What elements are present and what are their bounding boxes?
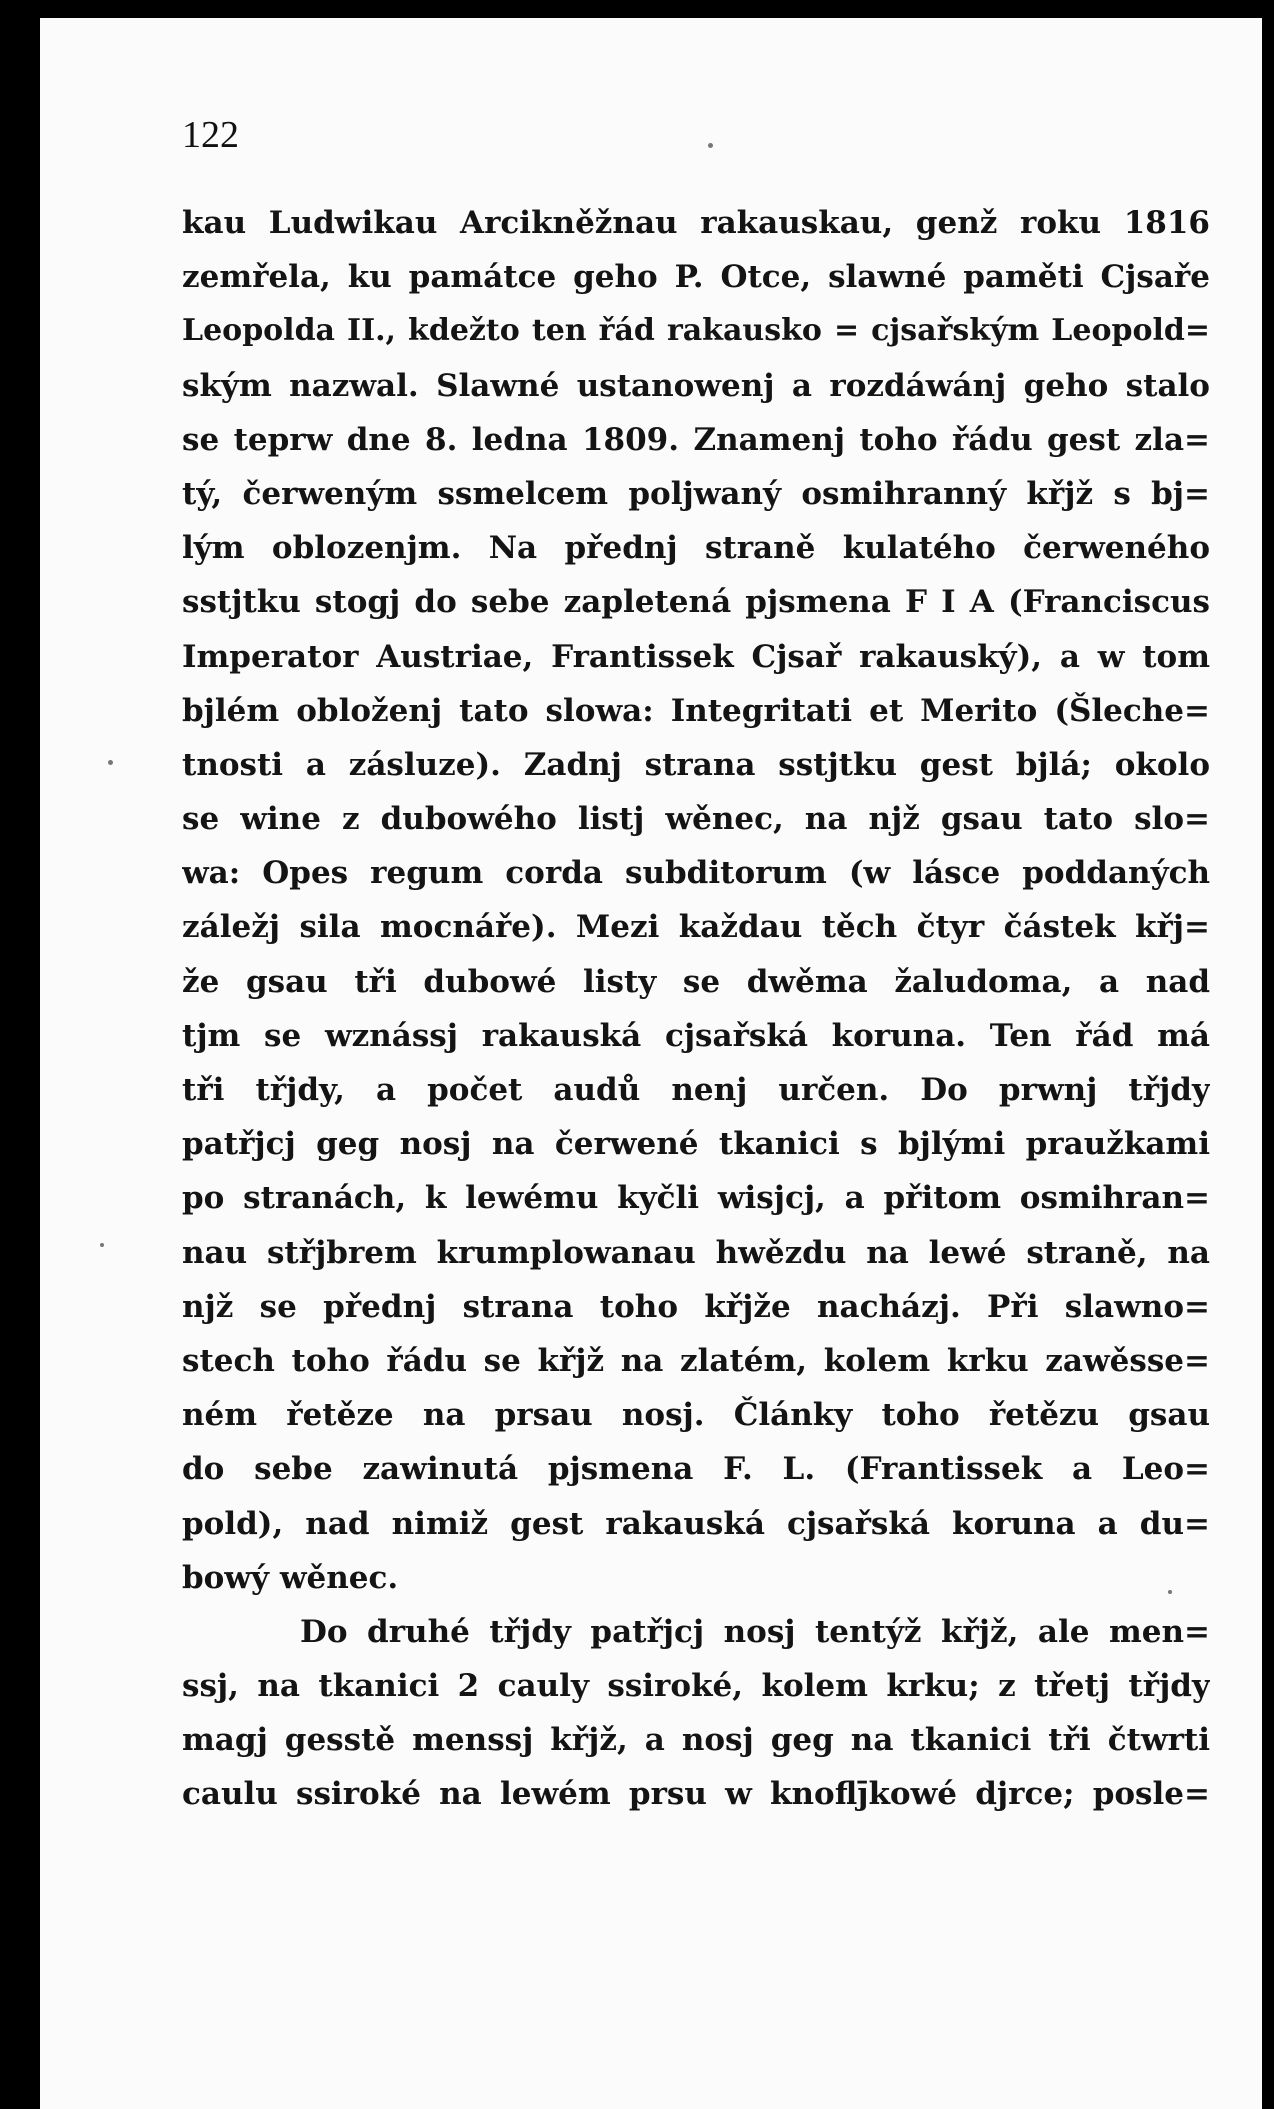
- scan-speck: [100, 1243, 104, 1247]
- page-number: 122: [182, 114, 239, 156]
- text-line: bjlém obloženj tato slowa: Integritati et Merito (Šleche=: [182, 692, 1210, 729]
- text-line: do sebe zawinutá pjsmena F. L. (Frantissek a Leo=: [182, 1451, 1210, 1488]
- book-page: [40, 18, 1262, 2109]
- scan-speck: [1168, 1590, 1172, 1594]
- text-line: lým oblozenjm. Na přednj straně kulatého čerweného: [182, 530, 1210, 567]
- text-line: Do druhé třjdy patřjcj nosj tentýž křjž, ale men=: [300, 1613, 1210, 1650]
- text-line: bowý wěnec.: [182, 1559, 399, 1596]
- text-line: wa: Opes regum corda subditorum (w lásce poddaných: [182, 855, 1210, 892]
- text-line: caulu ssiroké na lewém prsu w knoflj̄kowé djrce; posle=: [182, 1776, 1210, 1813]
- text-line: Leopolda II., kdežto ten řád rakausko = cjsařským Leopold=: [182, 313, 1210, 349]
- text-line: nau střjbrem krumplowanau hwězdu na lewé straně, na: [182, 1234, 1210, 1271]
- text-line: po stranách, k lewému kyčli wisjcj, a přitom osmihran=: [182, 1180, 1210, 1217]
- page-body-text: [182, 196, 1210, 1822]
- text-line: magj gesstě menssj křjž, a nosj geg na tkanici tři čtwrti: [182, 1722, 1210, 1759]
- text-line: tři třjdy, a počet audů nenj určen. Do prwnj třjdy: [182, 1072, 1210, 1108]
- text-line: tjm se wznássj rakauská cjsařská koruna. Ten řád má: [182, 1017, 1210, 1054]
- text-line: záležj sila mocnáře). Mezi každau těch čtyr částek křj=: [182, 909, 1210, 946]
- scan-speck: [708, 143, 713, 148]
- text-line: že gsau tři dubowé listy se dwěma žaludoma, a nad: [182, 963, 1210, 1000]
- text-line: tnosti a zásluze). Zadnj strana sstjtku gest bjlá; okolo: [182, 746, 1210, 783]
- text-line: se wine z dubowého listj wěnec, na njž gsau tato slo=: [182, 801, 1210, 838]
- text-line: ským nazwal. Slawné ustanowenj a rozdáwánj geho stalo: [182, 367, 1210, 404]
- text-line: njž se přednj strana toho křjže nacházj. Při slawno=: [182, 1288, 1210, 1325]
- text-line: zemřela, ku památce geho P. Otce, slawné paměti Cjsaře: [182, 259, 1210, 296]
- text-line: Imperator Austriae, Frantissek Cjsař rakauský), a w tom: [182, 638, 1210, 675]
- text-line: ném řetěze na prsau nosj. Články toho řetězu gsau: [182, 1397, 1210, 1434]
- text-line: ssj, na tkanici 2 cauly ssiroké, kolem krku; z třetj třjdy: [182, 1668, 1210, 1705]
- text-line: patřjcj geg nosj na čerwené tkanici s bjlými praužkami: [182, 1126, 1210, 1163]
- text-line: tý, čerweným ssmelcem poljwaný osmihranný křjž s bj=: [182, 475, 1210, 512]
- scan-speck: [108, 760, 113, 765]
- text-line: pold), nad nimiž gest rakauská cjsařská koruna a du=: [182, 1505, 1210, 1542]
- text-line: stech toho řádu se křjž na zlatém, kolem krku zawěsse=: [182, 1342, 1210, 1379]
- text-line: sstjtku stogj do sebe zapletená pjsmena F I A (Franciscus: [182, 584, 1210, 621]
- text-line: kau Ludwikau Arcikněžnau rakauskau, genž roku 1816: [182, 205, 1210, 241]
- text-line: se teprw dne 8. ledna 1809. Znamenj toho řádu gest zla=: [182, 421, 1210, 458]
